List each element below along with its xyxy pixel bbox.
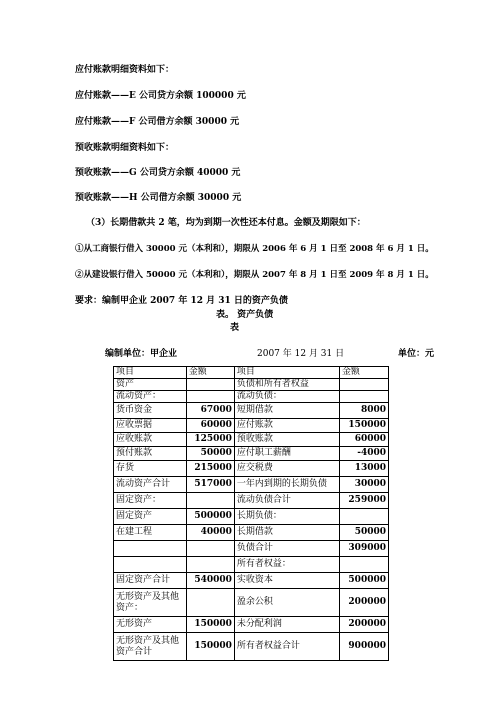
- table-cell: 盈余公积: [234, 589, 339, 617]
- table-cell: 负债合计: [234, 541, 339, 557]
- table-cell: [114, 541, 187, 557]
- table-cell: 517000: [186, 477, 234, 493]
- table-row: [114, 447, 389, 461]
- table-cell: 应付职工薪酬: [234, 447, 339, 461]
- table-cell: 预收账款: [234, 433, 339, 447]
- table-cell: 长期负债：: [234, 509, 339, 525]
- table-row: [114, 391, 389, 403]
- table-row: [114, 573, 389, 589]
- table-cell: 金额: [186, 367, 234, 379]
- table-row: [114, 379, 389, 391]
- table-cell: 215000: [186, 461, 234, 477]
- report-date: 2007 年 12 月 31 日: [257, 349, 345, 359]
- table-cell: 8000: [339, 403, 388, 419]
- table-cell: 67000: [186, 403, 234, 419]
- line-3: 应付账款——F 公司借方余额 30000 元: [75, 117, 240, 127]
- table-cell: 所有者权益合计: [234, 633, 339, 661]
- table-cell: 流动负债合计: [234, 493, 339, 509]
- table-cell: 309000: [339, 541, 388, 557]
- table-cell: 13000: [339, 461, 388, 477]
- table-cell: [114, 557, 187, 573]
- currency-label: 单位：元: [398, 349, 435, 359]
- table-cell: 应收票据: [114, 419, 187, 433]
- table-cell: 实收资本: [234, 573, 339, 589]
- table-cell: 150000: [186, 633, 234, 661]
- table-cell: [339, 379, 388, 391]
- table-row: [114, 477, 389, 493]
- table-cell: 应付账款: [234, 419, 339, 433]
- table-cell: 货币资金: [114, 403, 187, 419]
- table-cell: [339, 509, 388, 525]
- table-cell: 900000: [339, 633, 388, 661]
- table-cell: 150000: [339, 419, 388, 433]
- table-row: [114, 493, 389, 509]
- table-row: [114, 589, 389, 617]
- table-row: [114, 633, 389, 661]
- table-cell: 固定资产：: [114, 493, 187, 509]
- table-cell: -4000: [339, 447, 388, 461]
- unit-label: 编制单位：甲企业: [105, 349, 178, 359]
- table-cell: 200000: [339, 617, 388, 633]
- table-cell: 资产: [114, 379, 187, 391]
- balance-sheet-table: [113, 366, 389, 661]
- table-cell: 项目: [114, 367, 187, 379]
- table-cell: 无形资产及其他资产：: [114, 589, 187, 617]
- table-row: [114, 419, 389, 433]
- line-5: 预收账款——G 公司贷方余额 40000 元: [75, 168, 241, 178]
- line-4: 预收账款明细资料如下：: [75, 143, 175, 153]
- table-cell: [186, 379, 234, 391]
- table-row: [114, 433, 389, 447]
- table-cell: 应交税费: [234, 461, 339, 477]
- line-7: （3）长期借款共 2 笔，均为到期一次性还本付息。金额及期限如下：: [86, 218, 366, 228]
- line-12: 表: [230, 323, 240, 333]
- table-cell: 200000: [339, 589, 388, 617]
- table-cell: 所有者权益：: [234, 557, 339, 573]
- table-row: [114, 367, 389, 379]
- table-cell: [186, 391, 234, 403]
- table-cell: 一年内到期的长期负债: [234, 477, 339, 493]
- line-10: 要求：编制甲企业 2007 年 12 月 31 日的资产负债: [75, 296, 288, 306]
- table-cell: 预付账款: [114, 447, 187, 461]
- table-row: [114, 617, 389, 633]
- table-cell: 40000: [186, 525, 234, 541]
- table-cell: 存货: [114, 461, 187, 477]
- table-row: [114, 403, 389, 419]
- table-row: [114, 525, 389, 541]
- table-cell: 500000: [339, 573, 388, 589]
- table-row: [114, 461, 389, 477]
- table-cell: 应收账款: [114, 433, 187, 447]
- table-cell: 在建工程: [114, 525, 187, 541]
- table-cell: 金额: [339, 367, 388, 379]
- line-8: ①从工商银行借入 30000 元（本利和），期限从 2006 年 6 月 1 日至 2008 年 6 月 1 日。: [75, 244, 434, 254]
- table-cell: 无形资产: [114, 617, 187, 633]
- table-cell: 未分配利润: [234, 617, 339, 633]
- table-cell: [186, 557, 234, 573]
- table-row: [114, 541, 389, 557]
- line-9: ②从建设银行借入 50000 元（本利和），期限从 2007 年 8 月 1 日至 2009 年 8 月 1 日。: [75, 270, 434, 280]
- table-cell: 500000: [186, 509, 234, 525]
- table-cell: 259000: [339, 493, 388, 509]
- table-cell: 长期借款: [234, 525, 339, 541]
- table-cell: 150000: [186, 617, 234, 633]
- table-cell: 50000: [339, 525, 388, 541]
- table-cell: 负债和所有者权益: [234, 379, 339, 391]
- table-cell: 项目: [234, 367, 339, 379]
- table-cell: 固定资产合计: [114, 573, 187, 589]
- table-cell: 540000: [186, 573, 234, 589]
- table-cell: [186, 541, 234, 557]
- table-cell: 60000: [186, 419, 234, 433]
- table-cell: 125000: [186, 433, 234, 447]
- table-cell: 30000: [339, 477, 388, 493]
- table-row: [114, 557, 389, 573]
- table-cell: 无形资产及其他资产合计: [114, 633, 187, 661]
- line-1: 应付账款明细资料如下：: [75, 65, 175, 75]
- table-cell: [339, 557, 388, 573]
- table-cell: 流动负债：: [234, 391, 339, 403]
- table-cell: [186, 493, 234, 509]
- table-cell: 短期借款: [234, 403, 339, 419]
- table-cell: 60000: [339, 433, 388, 447]
- table-cell: [339, 391, 388, 403]
- table-row: [114, 509, 389, 525]
- table-cell: [186, 589, 234, 617]
- table-cell: 50000: [186, 447, 234, 461]
- table-cell: 流动资产：: [114, 391, 187, 403]
- line-6: 预收账款——H 公司借方余额 30000 元: [75, 193, 242, 203]
- line-11: 表。 资产负债: [216, 310, 274, 320]
- table-cell: 固定资产: [114, 509, 187, 525]
- table-cell: 流动资产合计: [114, 477, 187, 493]
- line-2: 应付账款——E 公司贷方余额 100000 元: [75, 91, 246, 101]
